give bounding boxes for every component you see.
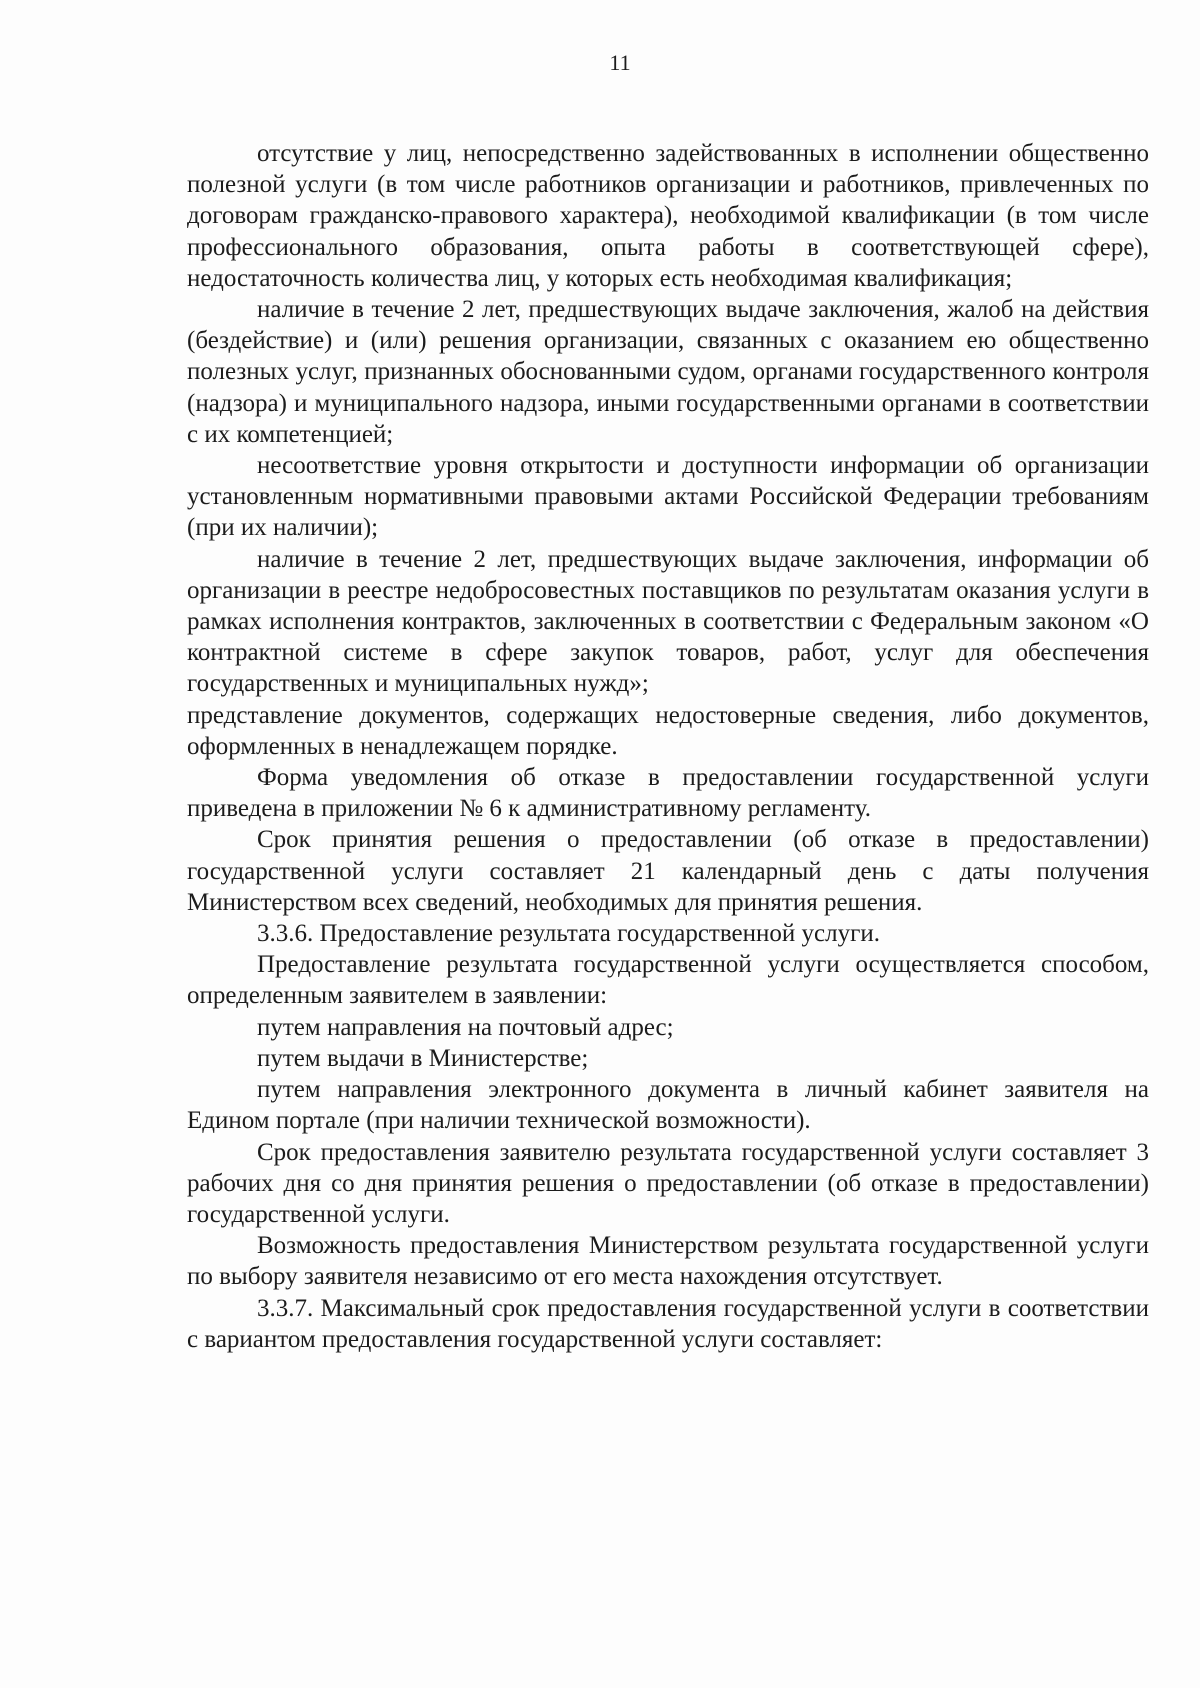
list-item-issue-at-ministry: путем выдачи в Министерстве;: [257, 1044, 589, 1072]
paragraph-result-delivery-method: Предоставление результата государственной услуги осуществляется способом, определенным заявителем в заявлении:: [187, 951, 1149, 1010]
paragraph-refusal-form: Форма уведомления об отказе в предоставлении государственной услуги приведена в приложении № 6 к административному регламенту.: [187, 764, 1149, 823]
paragraph-decision-deadline: Срок принятия решения о предоставлении (об отказе в предоставлении) государственной услуги составляет 21 календарный день с даты получения Министерством всех сведений, необходимых для принятия решения.: [187, 826, 1149, 916]
paragraph-result-delivery-deadline: Срок предоставления заявителю результата государственной услуги составляет 3 рабочих дня со дня принятия решения о предоставлении (об отказе в предоставлении) государственной услуги.: [187, 1138, 1149, 1228]
paragraph-section-3-3-7-heading: 3.3.7. Максимальный срок предоставления государственной услуги в соответствии с вариантом предоставления государственной услуги составляет:: [187, 1294, 1149, 1353]
paragraph-section-3-3-6-heading: 3.3.6. Предоставление результата государственной услуги.: [257, 920, 880, 948]
paragraph-unfair-suppliers-registry: наличие в течение 2 лет, предшествующих выдаче заключения, информации об организации в реестре недобросовестных поставщиков по результатам оказания услуги в рамках исполнения контрактов, заключенных в соответствии с Федеральным законом «О контрактной системе в сфере закупок товаров, работ, услуг для обеспечения государственных и муниципальных нужд»;: [187, 545, 1149, 698]
paragraph-extraterritorial-absence: Возможность предоставления Министерством результата государственной услуги по выбору заявителя независимо от его места нахождения отсутствует.: [187, 1232, 1149, 1291]
page-number: 11: [609, 50, 631, 75]
list-item-postal-address: путем направления на почтовый адрес;: [257, 1013, 674, 1041]
list-item-electronic-document: путем направления электронного документа в личный кабинет заявителя на Едином портале (при наличии технической возможности).: [187, 1076, 1149, 1135]
paragraph-lack-of-qualification: отсутствие у лиц, непосредственно задействованных в исполнении общественно полезной услуги (в том числе работников организации и работников, привлеченных по договорам гражданско-правового характера), необходимой квалификации (в том числе профессионального образования, опыта работы в соответствующей сфере), недостаточность количества лиц, у которых есть необходимая квалификация;: [187, 140, 1149, 292]
paragraph-complaints: наличие в течение 2 лет, предшествующих выдаче заключения, жалоб на действия (бездействие) и (или) решения организации, связанных с оказанием ею общественно полезных услуг, признанных обоснованными судом, органами государственного контроля (надзора) и муниципального надзора, иными государственными органами в соответствии с их компетенцией;: [187, 296, 1149, 448]
document-body: [187, 138, 1149, 1355]
paragraph-openness-noncompliance: несоответствие уровня открытости и доступности информации об организации установленным нормативными правовыми актами Российской Федерации требованиям (при их наличии);: [187, 452, 1149, 542]
paragraph-false-documents: представление документов, содержащих недостоверные сведения, либо документов, оформленных в ненадлежащем порядке.: [187, 701, 1149, 760]
